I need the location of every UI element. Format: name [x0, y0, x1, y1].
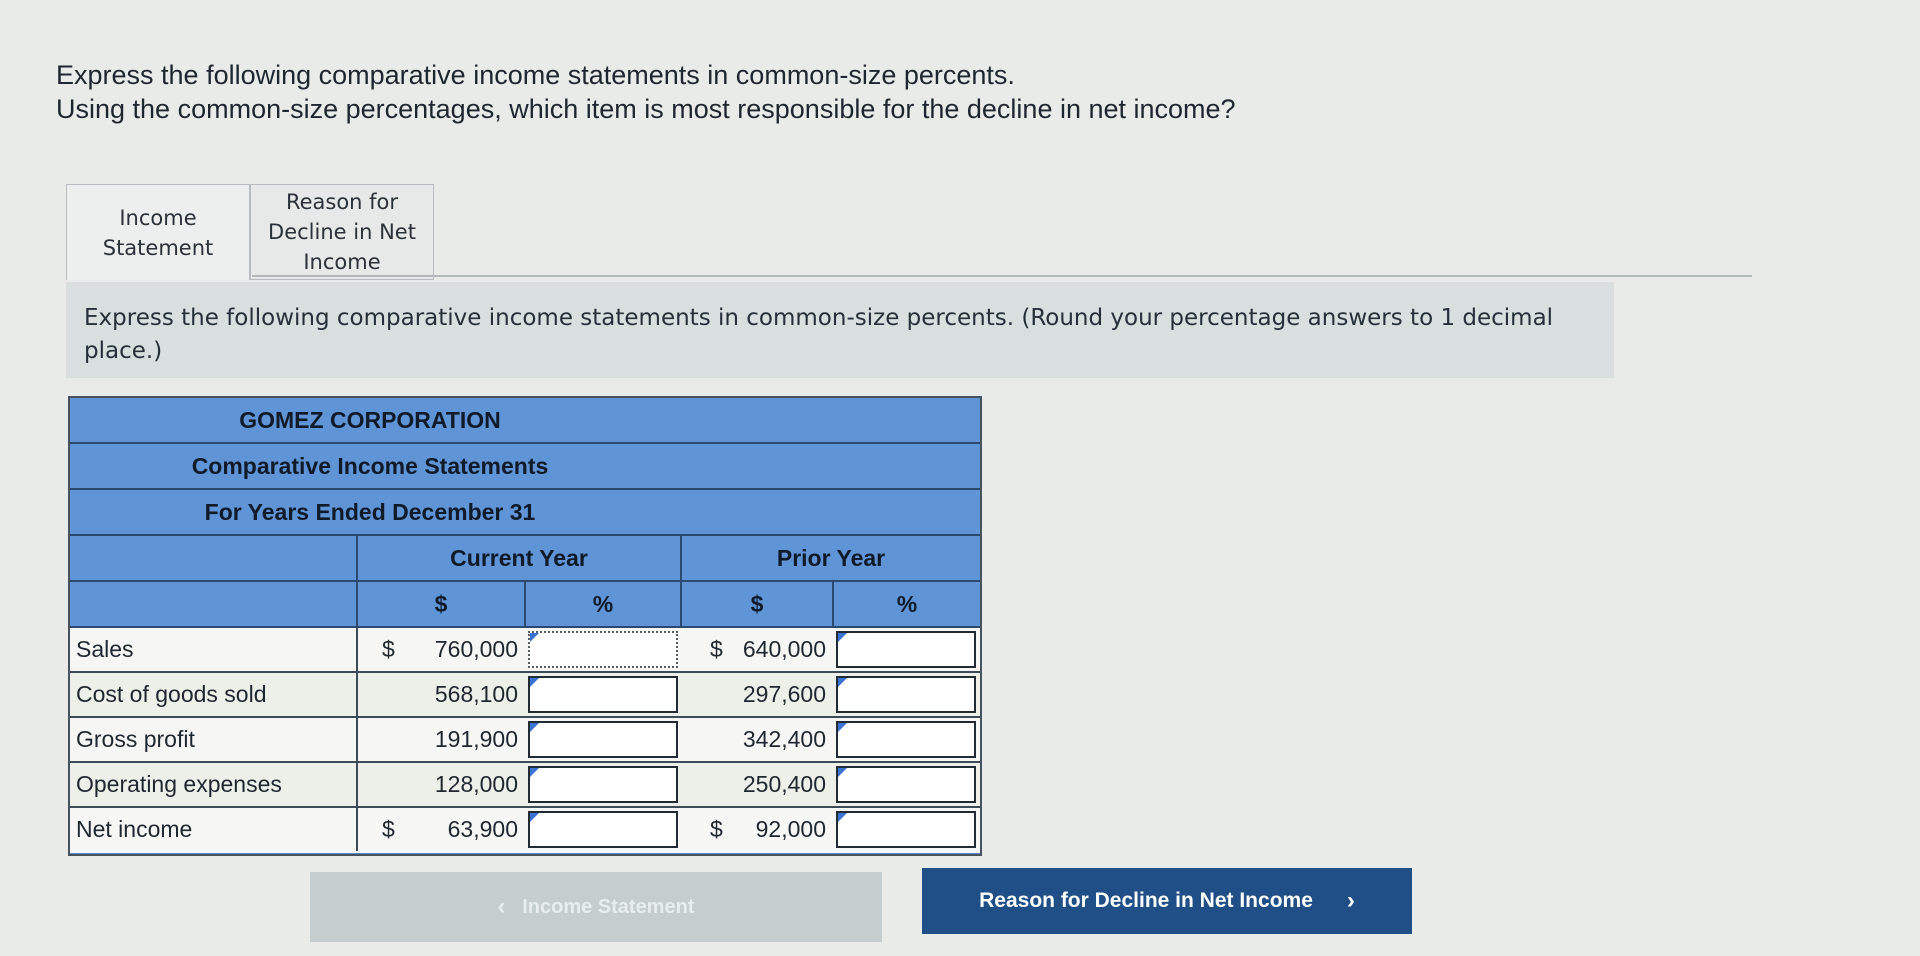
- row-label: Cost of goods sold: [70, 673, 358, 716]
- statement-rows: [70, 628, 980, 853]
- current-year-percent-cell: [526, 673, 682, 716]
- tab-divider: [252, 275, 1752, 277]
- dollar-sign: $: [382, 636, 395, 662]
- tab-label-line: Income: [119, 205, 197, 230]
- intro-line-1: Express the following comparative income statements in common-size percents.: [56, 60, 1015, 90]
- amount-value: 191,900: [434, 726, 518, 752]
- current-percent-subheader: %: [526, 582, 682, 628]
- current-net-income-percent-input[interactable]: [528, 811, 678, 848]
- amount-value: 92,000: [755, 816, 826, 842]
- statement-title: Comparative Income Statements: [191, 452, 549, 479]
- amount-value: 297,600: [742, 681, 826, 707]
- row-label: Gross profit: [70, 718, 358, 761]
- prev-tab-label: Income Statement: [522, 895, 695, 918]
- row-label: Net income: [70, 808, 358, 851]
- prior-operating-expenses-percent-input[interactable]: [836, 766, 976, 803]
- prior-year-percent-cell: [834, 718, 980, 761]
- amount-value: 63,900: [447, 816, 518, 842]
- current-year-amount: [358, 763, 526, 806]
- table-row-gross-profit: [70, 718, 980, 763]
- income-statement-table: [68, 396, 982, 856]
- amount-value: 342,400: [742, 726, 826, 752]
- prior-dollar-subheader: $: [682, 582, 834, 628]
- blank-header-cell: [70, 536, 358, 582]
- dollar-sign: $: [710, 816, 723, 842]
- chevron-right-icon: ›: [1346, 887, 1355, 914]
- prior-year-amount: [682, 673, 834, 716]
- amount-value: 760,000: [434, 636, 518, 662]
- table-row-net-income: [70, 808, 980, 853]
- table-row-sales: [70, 628, 980, 673]
- tab-label-line: Income: [303, 250, 381, 274]
- prior-year-amount: [682, 628, 834, 671]
- tab-reason-for-decline[interactable]: [250, 184, 434, 280]
- next-tab-button[interactable]: [922, 868, 1412, 934]
- prior-year-percent-cell: [834, 673, 980, 716]
- current-year-amount: [358, 718, 526, 761]
- prior-gross-profit-percent-input[interactable]: [836, 721, 976, 758]
- current-year-percent-cell: [526, 718, 682, 761]
- statement-period-row: [70, 490, 980, 536]
- current-year-percent-cell: [526, 763, 682, 806]
- current-gross-profit-percent-input[interactable]: [528, 721, 678, 758]
- prior-year-percent-cell: [834, 628, 980, 671]
- amount-value: 250,400: [742, 771, 826, 797]
- row-label: Sales: [70, 628, 358, 671]
- current-sales-percent-input[interactable]: [528, 631, 678, 668]
- prior-year-header: Prior Year: [682, 536, 980, 582]
- table-row-cogs: [70, 673, 980, 718]
- dollar-sign: $: [382, 816, 395, 842]
- question-tabs: [66, 184, 434, 280]
- current-year-amount: [358, 808, 526, 851]
- current-dollar-subheader: $: [358, 582, 526, 628]
- dollar-sign: $: [710, 636, 723, 662]
- prior-year-percent-cell: [834, 763, 980, 806]
- amount-value: 128,000: [434, 771, 518, 797]
- tab-label-line: Statement: [102, 235, 214, 260]
- current-year-percent-cell: [526, 808, 682, 851]
- amount-value: 640,000: [742, 636, 826, 662]
- problem-intro: [56, 58, 1236, 126]
- current-year-amount: [358, 628, 526, 671]
- company-name: GOMEZ CORPORATION: [239, 406, 501, 433]
- chevron-left-icon: ‹: [497, 893, 506, 920]
- tab-income-statement[interactable]: [66, 184, 250, 280]
- tab-label-line: Reason for: [285, 190, 399, 214]
- prior-percent-subheader: %: [834, 582, 980, 628]
- statement-period: For Years Ended December 31: [204, 498, 536, 525]
- prev-tab-button[interactable]: [310, 872, 882, 942]
- current-year-header: Current Year: [358, 536, 682, 582]
- current-year-amount: [358, 673, 526, 716]
- prior-year-amount: [682, 718, 834, 761]
- current-cogs-percent-input[interactable]: [528, 676, 678, 713]
- prior-cogs-percent-input[interactable]: [836, 676, 976, 713]
- prior-sales-percent-input[interactable]: [836, 631, 976, 668]
- blank-subheader-cell: [70, 582, 358, 628]
- prior-year-percent-cell: [834, 808, 980, 851]
- instruction-box: Express the following comparative income statements in common-size percents. (Round your percentage answers to 1 decimal place.): [66, 282, 1614, 378]
- next-tab-label: Reason for Decline in Net Income: [979, 889, 1313, 912]
- current-year-percent-cell: [526, 628, 682, 671]
- row-label: Operating expenses: [70, 763, 358, 806]
- prior-net-income-percent-input[interactable]: [836, 811, 976, 848]
- tab-label-line: Decline in Net: [268, 220, 416, 244]
- prior-year-amount: [682, 763, 834, 806]
- intro-line-2: Using the common-size percentages, which item is most responsible for the decline in net income?: [56, 94, 1236, 124]
- table-row-operating-expenses: [70, 763, 980, 808]
- current-operating-expenses-percent-input[interactable]: [528, 766, 678, 803]
- statement-title-row: [70, 444, 980, 490]
- amount-value: 568,100: [434, 681, 518, 707]
- prior-year-amount: [682, 808, 834, 851]
- company-name-row: [70, 398, 980, 444]
